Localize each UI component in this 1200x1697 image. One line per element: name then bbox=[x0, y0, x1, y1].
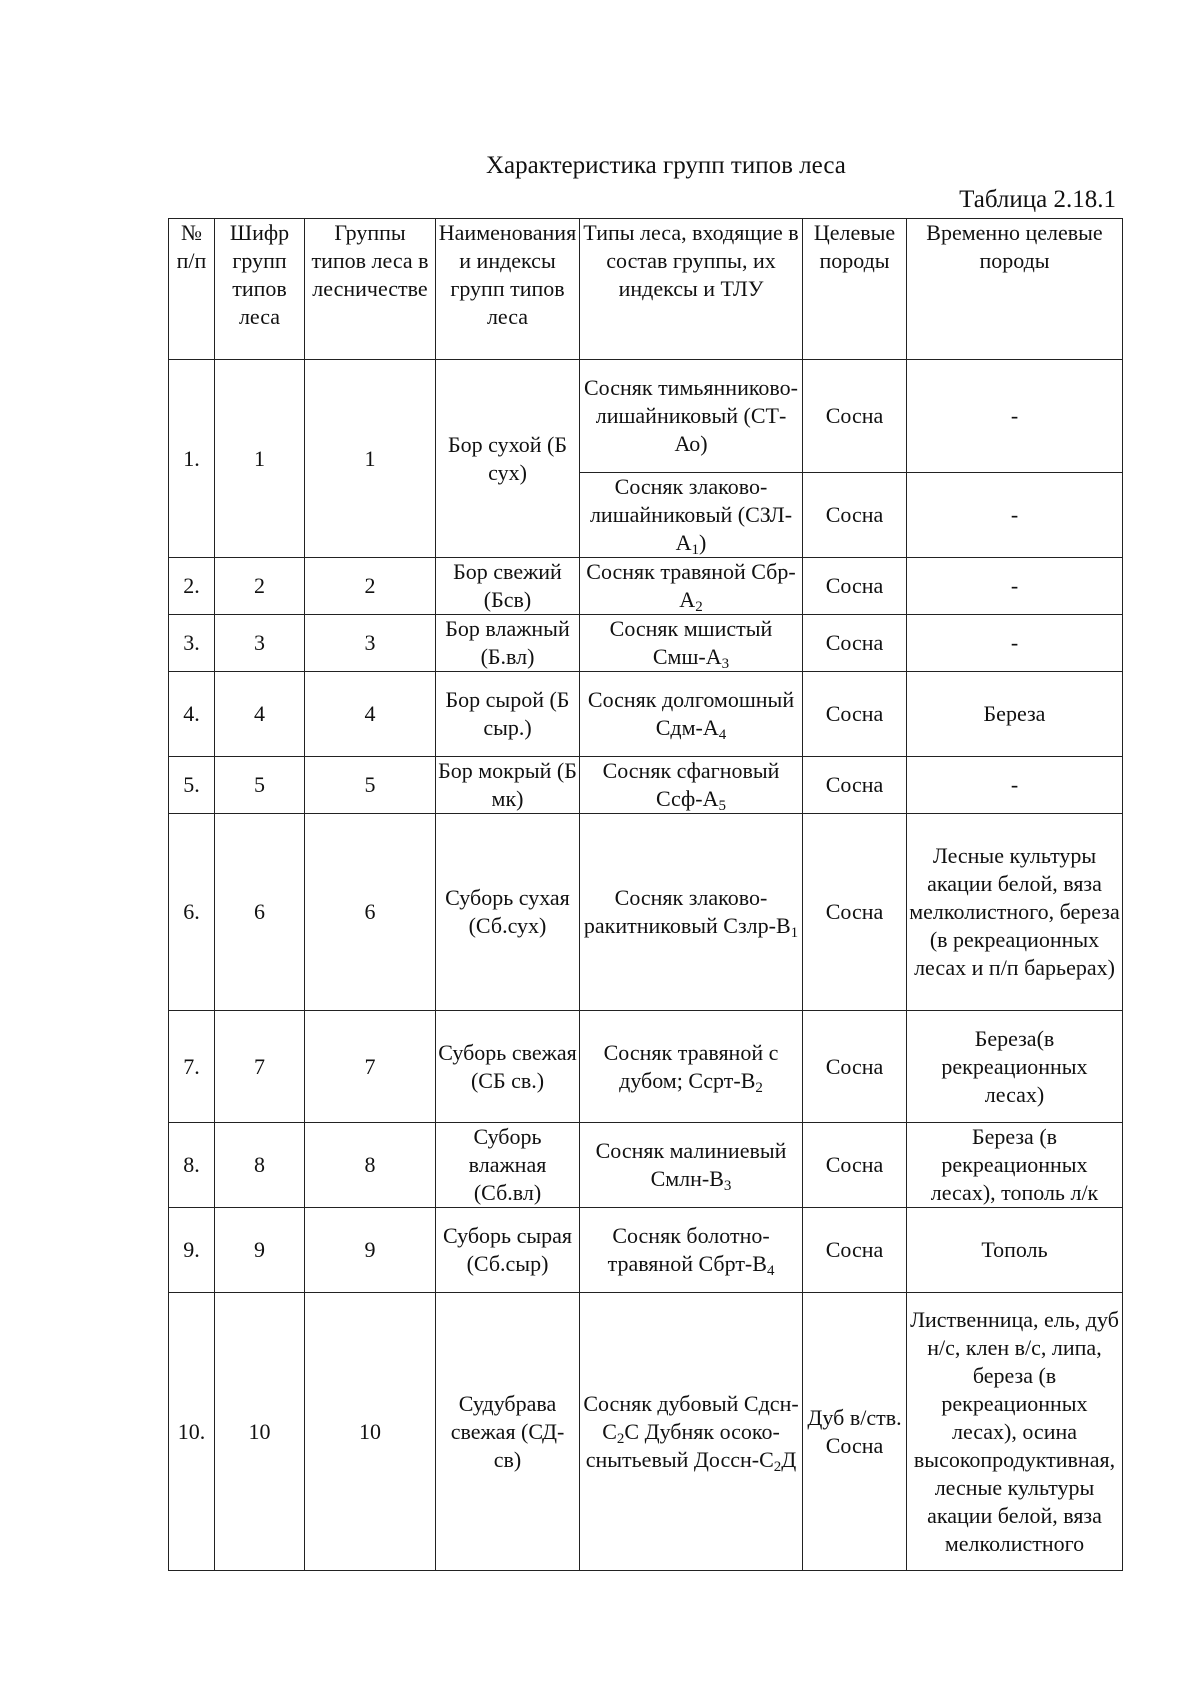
cell-name: Бор сухой (Б сух) bbox=[436, 360, 580, 558]
cell-group: 5 bbox=[305, 757, 436, 814]
cell-temp: - bbox=[907, 615, 1123, 672]
cell-temp: - bbox=[907, 757, 1123, 814]
index-subscript: 3 bbox=[723, 1178, 732, 1194]
header-target: Целевые породы bbox=[803, 219, 907, 360]
cell-name: Бор сырой (Б сыр.) bbox=[436, 672, 580, 757]
table-row bbox=[169, 360, 1123, 473]
cell-types bbox=[580, 757, 803, 814]
cell-group: 4 bbox=[305, 672, 436, 757]
cell-num: 7. bbox=[169, 1011, 215, 1123]
cell-code: 5 bbox=[215, 757, 305, 814]
index-subscript: 2 bbox=[773, 1458, 782, 1475]
header-types: Типы леса, входящие в состав группы, их индексы и ТЛУ bbox=[580, 219, 803, 360]
cell-group: 7 bbox=[305, 1011, 436, 1123]
cell-name: Бор влажный (Б.вл) bbox=[436, 615, 580, 672]
cell-types bbox=[580, 615, 803, 672]
table-row bbox=[169, 672, 1123, 757]
cell-temp: Береза(в рекреационных лесах) bbox=[907, 1011, 1123, 1123]
cell-target: Сосна bbox=[803, 558, 907, 615]
table-header-row bbox=[169, 219, 1123, 360]
cell-num: 5. bbox=[169, 757, 215, 814]
cell-name: Суборь сухая (Сб.сух) bbox=[436, 814, 580, 1011]
header-name: Наименования и индексы групп типов леса bbox=[436, 219, 580, 360]
index-subscript: 5 bbox=[718, 798, 726, 814]
cell-types bbox=[580, 1123, 803, 1208]
cell-group: 3 bbox=[305, 615, 436, 672]
cell-num: 3. bbox=[169, 615, 215, 672]
cell-name: Бор свежий (Бсв) bbox=[436, 558, 580, 615]
index-subscript: 4 bbox=[766, 1263, 775, 1279]
cell-code: 8 bbox=[215, 1123, 305, 1208]
cell-name: Суборь сырая (Сб.сыр) bbox=[436, 1208, 580, 1293]
index-subscript: 2 bbox=[755, 1079, 763, 1096]
table-caption: Характеристика групп типов леса bbox=[486, 152, 846, 179]
cell-target: Сосна bbox=[803, 672, 907, 757]
types-text-tail: ) bbox=[699, 530, 707, 555]
table-row bbox=[169, 757, 1123, 814]
cell-target: Сосна bbox=[803, 757, 907, 814]
index-subscript: 2 bbox=[695, 599, 703, 615]
table-row bbox=[169, 814, 1123, 1011]
cell-code: 4 bbox=[215, 672, 305, 757]
cell-target: Сосна bbox=[803, 360, 907, 473]
types-text: Сосняк злаково-ракитниковый Сзлр-В bbox=[583, 885, 791, 938]
table-row bbox=[169, 1208, 1123, 1293]
cell-code: 6 bbox=[215, 814, 305, 1011]
index-subscript: 3 bbox=[721, 656, 730, 672]
cell-temp: - bbox=[907, 473, 1123, 558]
header-temp: Временно целевые породы bbox=[907, 219, 1123, 360]
index-subscript: 4 bbox=[718, 727, 727, 743]
cell-code: 2 bbox=[215, 558, 305, 615]
cell-num: 6. bbox=[169, 814, 215, 1011]
types-text: Дубняк осоко-снытьевый Доссн-С bbox=[585, 1418, 780, 1472]
cell-group: 6 bbox=[305, 814, 436, 1011]
cell-group: 9 bbox=[305, 1208, 436, 1293]
cell-temp: Береза bbox=[907, 672, 1123, 757]
types-text: Сосняк травяной с дубом; Ссрт-В bbox=[603, 1039, 779, 1093]
cell-types bbox=[580, 1208, 803, 1293]
cell-group: 1 bbox=[305, 360, 436, 558]
index-subscript: 2 bbox=[616, 1430, 625, 1447]
cell-target: Сосна bbox=[803, 473, 907, 558]
cell-types bbox=[580, 672, 803, 757]
table-row bbox=[169, 1123, 1123, 1208]
cell-name: Бор мокрый (Б мк) bbox=[436, 757, 580, 814]
cell-types bbox=[580, 558, 803, 615]
cell-name: Суборь свежая (СБ св.) bbox=[436, 1011, 580, 1123]
cell-num: 2. bbox=[169, 558, 215, 615]
cell-target: Сосна bbox=[803, 814, 907, 1011]
cell-temp: - bbox=[907, 360, 1123, 473]
cell-num: 8. bbox=[169, 1123, 215, 1208]
cell-target: Сосна bbox=[803, 1208, 907, 1293]
header-code: Шифр групп типов леса bbox=[215, 219, 305, 360]
cell-name: Суборь влажная (Сб.вл) bbox=[436, 1123, 580, 1208]
table-number: Таблица 2.18.1 bbox=[959, 186, 1116, 213]
types-text: Сосняк мшистый Смш-А bbox=[609, 616, 773, 669]
cell-num: 1. bbox=[169, 360, 215, 558]
cell-types: Сосняк тимьянниково-лишайниковый (СТ-Ао) bbox=[580, 360, 803, 473]
header-group: Группы типов леса в лесничестве bbox=[305, 219, 436, 360]
types-text: Сосняк злаково-лишайниковый (СЗЛ-А bbox=[589, 474, 793, 555]
cell-code: 9 bbox=[215, 1208, 305, 1293]
cell-temp: - bbox=[907, 558, 1123, 615]
cell-num: 10. bbox=[169, 1293, 215, 1571]
cell-group: 2 bbox=[305, 558, 436, 615]
table-row bbox=[169, 1293, 1123, 1571]
cell-target: Сосна bbox=[803, 1123, 907, 1208]
header-num: № п/п bbox=[169, 219, 215, 360]
cell-target: Сосна bbox=[803, 615, 907, 672]
table-row bbox=[169, 1011, 1123, 1123]
cell-num: 4. bbox=[169, 672, 215, 757]
cell-target: Дуб в/ств. Сосна bbox=[803, 1293, 907, 1571]
cell-types bbox=[580, 814, 803, 1011]
index-subscript: 1 bbox=[790, 925, 799, 941]
types-text: Сосняк дубовый Сдсн-С bbox=[583, 1390, 799, 1444]
types-text: Сосняк болотно-травяной Сбрт-В bbox=[607, 1223, 770, 1276]
table-row bbox=[169, 558, 1123, 615]
cell-code: 10 bbox=[215, 1293, 305, 1571]
cell-temp: Тополь bbox=[907, 1208, 1123, 1293]
cell-temp: Лиственница, ель, дуб н/с, клен в/с, липа, береза (в рекреационных лесах), осина высокопродуктивная, лесные культуры акации белой, вяза мелколистного bbox=[907, 1293, 1123, 1571]
table-row bbox=[169, 615, 1123, 672]
forest-types-table bbox=[168, 218, 1123, 1571]
cell-num: 9. bbox=[169, 1208, 215, 1293]
cell-types bbox=[580, 473, 803, 558]
cell-code: 7 bbox=[215, 1011, 305, 1123]
cell-temp: Лесные культуры акации белой, вяза мелколистного, береза (в рекреационных лесах и п/п барьерах) bbox=[907, 814, 1123, 1011]
types-text: Сосняк травяной Сбр-А bbox=[586, 559, 796, 612]
cell-types bbox=[580, 1011, 803, 1123]
cell-types bbox=[580, 1293, 803, 1571]
types-text: Сосняк малиниевый Смлн-В bbox=[595, 1138, 787, 1191]
cell-temp: Береза (в рекреационных лесах), тополь л/к bbox=[907, 1123, 1123, 1208]
cell-target: Сосна bbox=[803, 1011, 907, 1123]
types-text-tail: Д bbox=[781, 1446, 797, 1472]
index-subscript: 1 bbox=[691, 542, 700, 558]
types-text-tail: С bbox=[624, 1418, 640, 1444]
cell-code: 1 bbox=[215, 360, 305, 558]
cell-group: 8 bbox=[305, 1123, 436, 1208]
types-text: Сосняк долгомошный Сдм-А bbox=[587, 687, 795, 740]
cell-group: 10 bbox=[305, 1293, 436, 1571]
types-text: Сосняк сфагновый Ссф-А bbox=[602, 758, 780, 811]
cell-name: Судубрава свежая (СД-св) bbox=[436, 1293, 580, 1571]
cell-code: 3 bbox=[215, 615, 305, 672]
